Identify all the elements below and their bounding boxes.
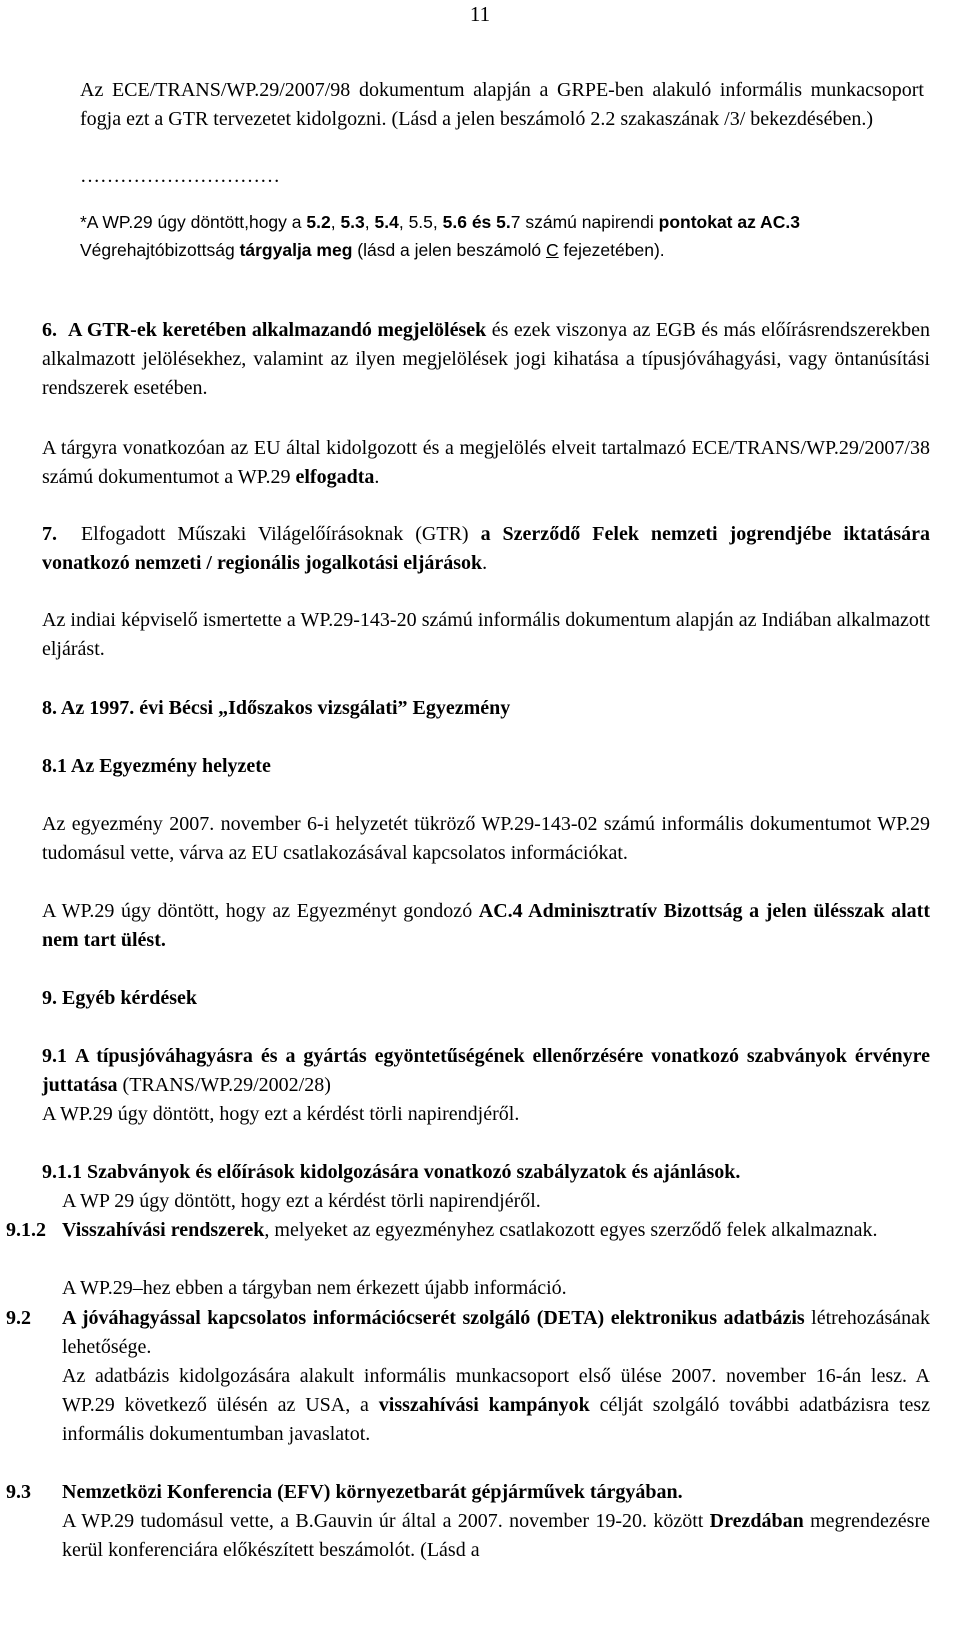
section-8-1-paragraph: Az egyezmény 2007. november 6-i helyzetét tükröző WP.29-143-02 számú informális dokumentumot WP.29 tudomásul vette, várva az EU csatlakozásával kapcsolatos információkat. (42, 813, 930, 864)
section-9-heading: 9. Egyéb kérdések (42, 987, 197, 1009)
section-9-2-heading: 9.2 A jóváhagyással kapcsolatos információcserét szolgáló (DETA) elektronikus adatbázis létrehozásának lehetősége. (6, 1307, 930, 1358)
section-9-3-text: A WP.29 tudomásul vette, a B.Gauvin úr által a 2007. november 19-20. között Drezdában megrendezésre kerül konferenciára előkészített beszámolót. (Lásd a (62, 1510, 930, 1561)
intro-dots: ………………………… (80, 165, 280, 187)
section-9-1-2-text: A WP.29–hez ebben a tárgyban nem érkezett újabb információ. (62, 1277, 567, 1299)
section-9-1-heading: 9.1 A típusjóváhagyásra és a gyártás egyöntetűségének ellenőrzésére vonatkozó szabványok érvényre juttatása (TRANS/WP.29/2002/28) (42, 1045, 930, 1096)
section-9-1-2-paragraph: 9.1.2 Visszahívási rendszerek, melyeket az egyezményhez csatlakozott egyes szerződő felek alkalmaznak. (6, 1219, 878, 1241)
section-6-number: 6. (42, 319, 57, 341)
section-7-paragraph: 7. Elfogadott Műszaki Világelőírásoknak (GTR) a Szerződő Felek nemzeti jogrendjébe iktatására vonatkozó nemzeti / regionális jogalkotási eljárások. (42, 523, 931, 574)
page-number: 11 (469, 2, 491, 26)
section-8-1-heading: 8.1 Az Egyezmény helyzete (42, 755, 271, 777)
section-7-paragraph-2: Az indiai képviselő ismertette a WP.29-143-20 számú informális dokumentum alapján az Indiában alkalmazott eljárást. (42, 609, 930, 660)
section-6-title: A GTR-ek keretében alkalmazandó megjelölések (68, 319, 487, 341)
section-8-1-decision: A WP.29 úgy döntött, hogy az Egyezményt gondozó AC.4 Adminisztratív Bizottság a jelen ülésszak alatt nem tart ülést. (42, 900, 930, 951)
section-9-1-text: A WP.29 úgy döntött, hogy ezt a kérdést törli napirendjéről. (42, 1103, 520, 1125)
section-9-3-heading: 9.3 Nemzetközi Konferencia (EFV) környezetbarát gépjárművek tárgyában. (6, 1481, 683, 1503)
section-9-2-text: Az adatbázis kidolgozására alakult informális munkacsoport első ülése 2007. november 16-án lesz. A WP.29 következő ülésén az USA, a visszahívási kampányok célját szolgáló további adatbázisra tesz informális dokumentumban javaslatot. (62, 1365, 930, 1445)
section-9-1-1-heading: 9.1.1 Szabványok és előírások kidolgozására vonatkozó szabályzatok és ajánlások. (42, 1161, 741, 1183)
section-7-number: 7. (42, 523, 57, 545)
intro-paragraph: Az ECE/TRANS/WP.29/2007/98 dokumentum alapján a GRPE-ben alakuló informális munkacsoport fogja ezt a GTR tervezetet kidolgozni. (Lásd a jelen beszámoló 2.2 szakaszának /3/ bekezdésében.) (80, 79, 924, 130)
section-6-paragraph-2: A tárgyra vonatkozóan az EU által kidolgozott és a megjelölés elveit tartalmazó ECE/TRANS/WP.29/2007/38 számú dokumentumot a WP.29 elfogadta. (42, 437, 930, 488)
section-9-1-1-text: A WP 29 úgy döntött, hogy ezt a kérdést törli napirendjéről. (62, 1190, 541, 1212)
section-8-heading: 8. Az 1997. évi Bécsi „Időszakos vizsgálati” Egyezmény (42, 697, 511, 719)
section-6-paragraph: 6. A GTR-ek keretében alkalmazandó megjelölések és ezek viszonya az EGB és más előírásrendszerekben alkalmazott jelölésekhez, valamint az ilyen megjelölések jogi kihatása a típusjóváhagyási, vagy öntanúsítási rendszerek esetében. (42, 319, 930, 399)
agenda-note: *A WP.29 úgy döntött,hogy a 5.2, 5.3, 5.4, 5.5, 5.6 és 5.7 számú napirendi pontokat az AC.3 Végrehajtóbizottság tárgyalja meg (lásd a jelen beszámoló C fejezetében). (80, 212, 800, 260)
